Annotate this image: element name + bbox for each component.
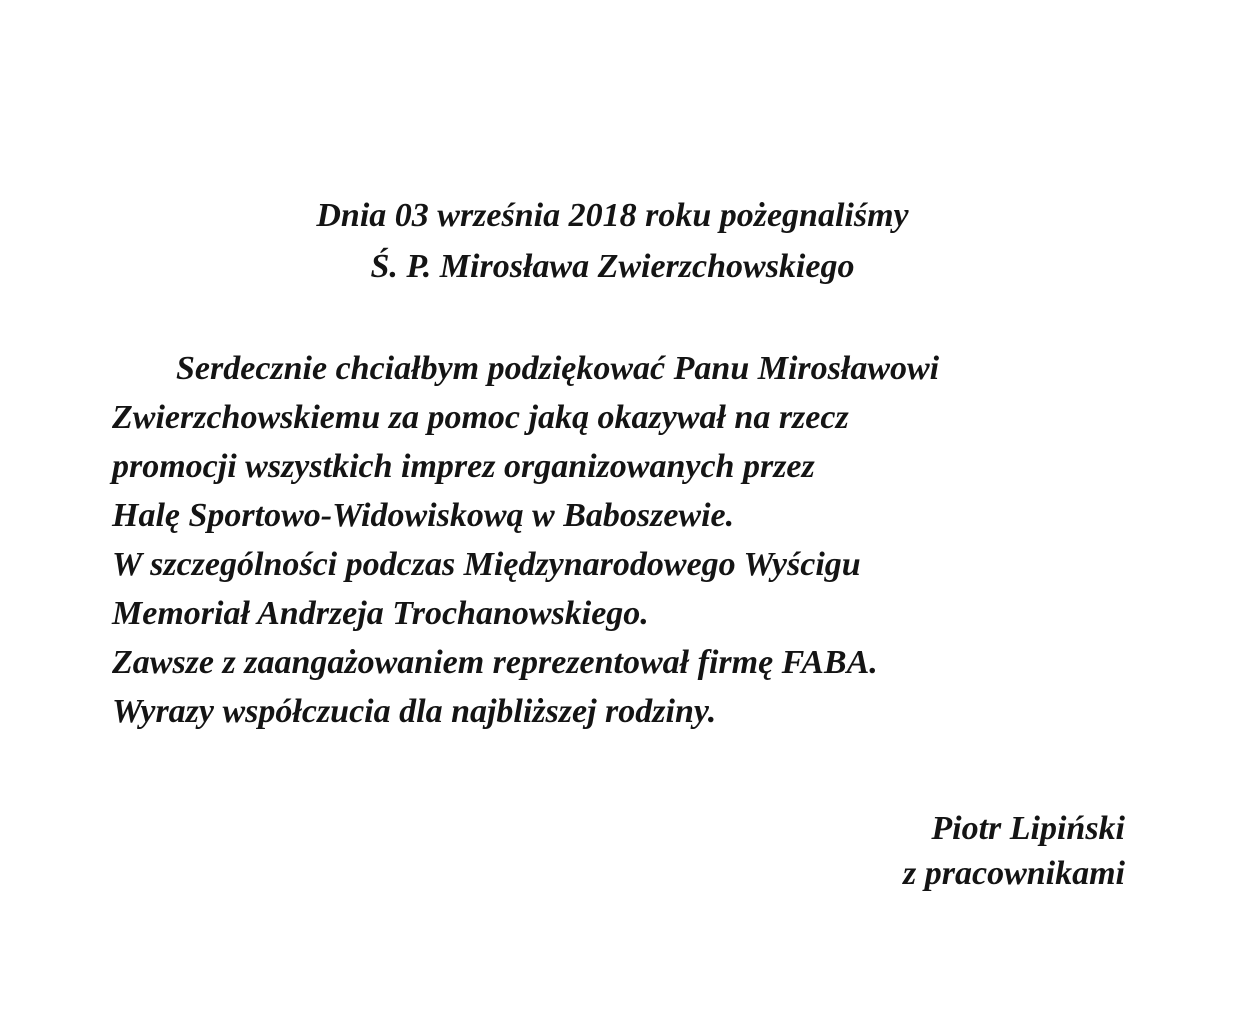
body-line: Memoriał Andrzeja Trochanowskiego.	[112, 595, 649, 632]
body-line: Wyrazy współczucia dla najbliższej rodziny.	[112, 693, 717, 730]
body-line: Serdecznie chciałbym podziękować Panu Mirosławowi	[176, 350, 940, 387]
body-line: promocji wszystkich imprez organizowanych przez	[112, 448, 815, 485]
heading-line-name: Ś. P. Mirosława Zwierzchowskiego	[370, 248, 855, 285]
body-line: W szczególności podczas Międzynarodowego Wyścigu	[112, 546, 861, 583]
heading-line-date: Dnia 03 września 2018 roku pożegnaliśmy	[316, 197, 909, 234]
signature-subtitle: z pracownikami	[903, 855, 1125, 892]
signature	[903, 806, 1125, 896]
body-line: Zawsze z zaangażowaniem reprezentował firmę FABA.	[112, 644, 878, 681]
body-paragraph	[112, 344, 1132, 736]
body-line: Halę Sportowo-Widowiskową w Baboszewie.	[112, 497, 735, 534]
heading	[0, 190, 1225, 292]
body-line: Zwierzchowskiemu za pomoc jaką okazywał na rzecz	[112, 399, 849, 436]
signature-name: Piotr Lipiński	[931, 810, 1125, 847]
